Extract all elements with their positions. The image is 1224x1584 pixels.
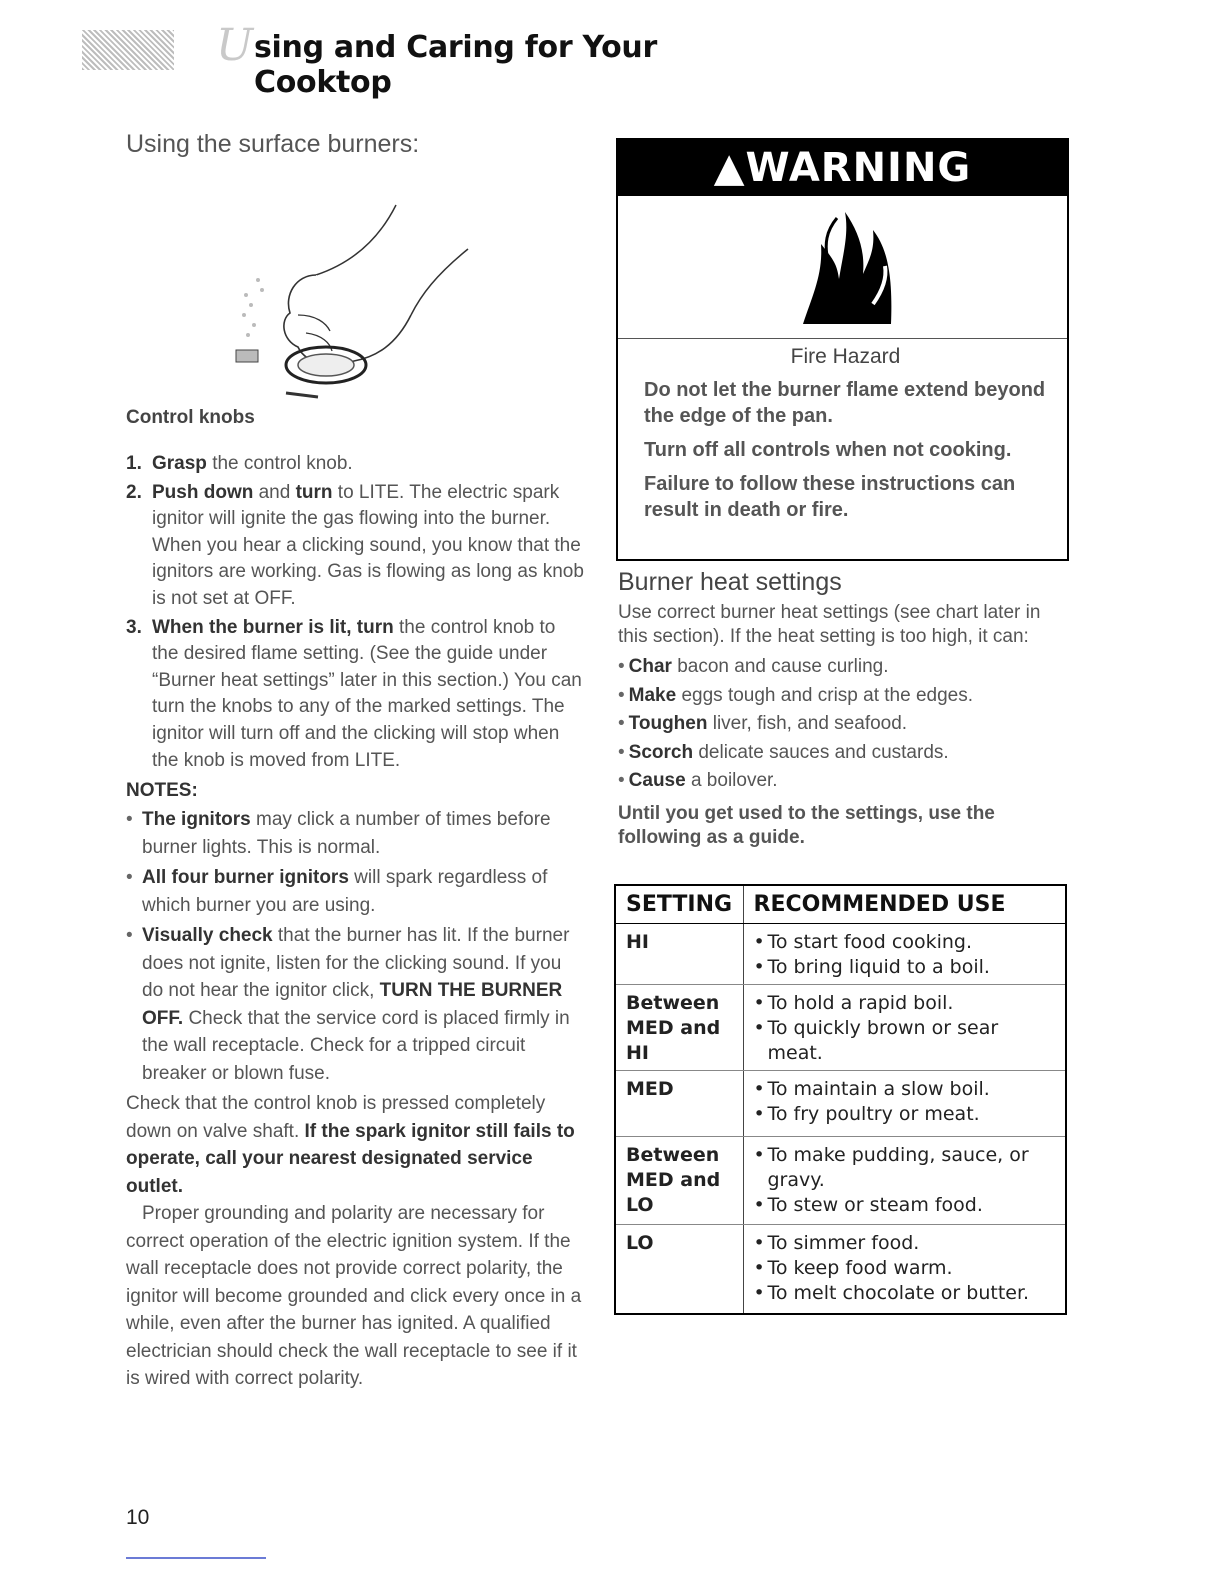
setting-cell <box>615 1070 743 1136</box>
bullet-icon: • <box>753 1231 765 1254</box>
setting-cell <box>615 1224 743 1314</box>
para-bold: If the spark ignitor still fails to operate, call your nearest designated service outlet. <box>126 1120 575 1197</box>
section-heading-surface-burners: Using the surface burners: <box>126 130 420 158</box>
effect-item <box>618 767 1070 796</box>
hand-knob-illustration <box>206 165 486 405</box>
table-row <box>615 1070 1066 1136</box>
spark-check-paragraph <box>126 1090 586 1200</box>
effect-text: delicate sauces and custards. <box>693 741 949 763</box>
column-header-setting: SETTING <box>615 885 743 923</box>
guide-text: Until you get used to the settings, use the following as a guide. <box>618 802 995 848</box>
step-text: to LITE. The electric spark ignitor will ignite the gas flowing into the burner. When you hear a clicking sound, you know that the ignitors are working. Gas is flowing as long as knob is not set at OFF. <box>152 481 584 609</box>
step-number: 3. <box>126 616 142 638</box>
warning-icon-area <box>618 196 1067 339</box>
recommended-use-cell <box>743 1136 1066 1224</box>
use-text: To start food cooking. <box>767 930 972 953</box>
note-text: that the burner has lit. If the burner does not ignite, listen for the clicking sound. If you do not hear the ignitor click, <box>142 925 570 1002</box>
effect-text: liver, fish, and seafood. <box>707 713 908 734</box>
effects-list <box>618 653 1070 796</box>
setting-label: MED and <box>626 1168 721 1191</box>
instruction-steps <box>126 451 586 774</box>
note-lead: The ignitors <box>142 809 251 831</box>
section-heading-heat-settings: Burner heat settings <box>618 568 842 596</box>
effect-text: a boilover. <box>685 770 778 791</box>
header-drop-cap: U <box>216 20 254 71</box>
use-text: To hold a rapid boil. <box>767 991 954 1014</box>
use-text: To melt chocolate or butter. <box>767 1281 1030 1304</box>
use-text: To simmer food. <box>767 1231 920 1254</box>
effect-lead: Scorch <box>628 741 694 763</box>
page-header <box>82 20 802 100</box>
effect-lead: Cause <box>628 770 686 791</box>
note-text-2: Check that the service cord is placed firmly in the wall receptacle. Check for a tripped circuit breaker or blown fuse. <box>142 1007 570 1084</box>
setting-label: LO <box>626 1193 654 1216</box>
bullet-icon: • <box>618 741 625 763</box>
setting-label: Between <box>626 1143 720 1166</box>
use-text: To keep food warm. <box>767 1256 953 1279</box>
use-item <box>754 1077 1056 1102</box>
use-text: To make pudding, sauce, or gravy. <box>767 1143 1029 1191</box>
note-item <box>126 922 586 1087</box>
setting-cell <box>615 923 743 984</box>
warning-line: Turn off all controls when not cooking. <box>644 439 1012 461</box>
recommended-use-cell <box>743 923 1066 984</box>
bullet-icon: • <box>753 1193 765 1216</box>
use-text: To bring liquid to a boil. <box>767 955 990 978</box>
table-body <box>615 923 1066 1314</box>
note-lead: Visually check <box>142 925 273 947</box>
setting-label: MED <box>626 1077 674 1100</box>
warning-line: Failure to follow these instructions can result in death or fire. <box>644 473 1016 521</box>
use-item <box>754 1193 1056 1218</box>
use-item <box>754 1016 1056 1066</box>
heat-settings-table <box>614 884 1067 1315</box>
heat-settings-intro: Use correct burner heat settings (see chart later in this section). If the heat setting is too high, it can: <box>618 602 1041 647</box>
bullet-icon: • <box>618 684 625 706</box>
bullet-icon: • <box>753 1281 765 1304</box>
setting-label: MED and <box>626 1016 721 1039</box>
warning-line: Do not let the burner flame extend beyond the edge of the pan. <box>644 379 1046 427</box>
note-item <box>126 864 586 919</box>
effect-item <box>618 682 1070 711</box>
warning-banner <box>618 140 1067 196</box>
table-row <box>615 984 1066 1070</box>
recommended-use-cell <box>743 984 1066 1070</box>
warning-body <box>618 339 1067 523</box>
effect-text: bacon and cause curling. <box>671 656 889 677</box>
step-text: the control knob. <box>206 453 353 474</box>
bullet-icon: • <box>618 770 625 791</box>
table-row <box>615 1224 1066 1314</box>
use-item <box>754 955 1056 980</box>
right-column <box>618 568 1070 850</box>
recommended-use-cell <box>743 1070 1066 1136</box>
note-lead-2: TURN THE BURNER OFF. <box>142 980 563 1029</box>
use-item <box>754 991 1056 1016</box>
bullet-icon: • <box>753 1077 765 1100</box>
note-text: will spark regardless of which burner you are using. <box>142 867 548 916</box>
note-lead: All four burner ignitors <box>142 867 349 889</box>
use-item <box>754 1281 1056 1306</box>
warning-box <box>616 138 1069 561</box>
bullet-icon: • <box>126 925 133 947</box>
warning-hazard-title: Fire Hazard <box>790 345 901 368</box>
setting-label: HI <box>626 1041 649 1064</box>
effect-lead: Toughen <box>628 713 708 734</box>
setting-cell <box>615 984 743 1070</box>
bullet-icon: • <box>753 930 765 953</box>
effect-text: eggs tough and crisp at the edges. <box>676 684 974 706</box>
bullet-icon: • <box>753 1256 765 1279</box>
setting-label: Between <box>626 991 720 1014</box>
use-item <box>754 1231 1056 1256</box>
setting-label: LO <box>626 1231 654 1254</box>
step-lead: Grasp <box>152 453 207 474</box>
polarity-paragraph: Proper grounding and polarity are necessary for correct operation of the electric ignition system. If the wall receptacle does not provide correct polarity, the ignitor will become grounded and click every once in a while, even after the burner has ignited. A qualified electrician should check the wall receptacle to see if it is wired with correct polarity. <box>126 1203 582 1390</box>
use-text: To fry poultry or meat. <box>767 1102 980 1125</box>
step-lead-2: turn <box>295 481 333 503</box>
para-text: Check that the control knob is pressed completely down on valve shaft. <box>126 1093 546 1142</box>
effect-item <box>618 653 1070 682</box>
use-item <box>754 1102 1056 1127</box>
bullet-icon: • <box>753 955 765 978</box>
bullet-icon: • <box>753 1016 765 1039</box>
bullet-icon: • <box>753 1143 765 1166</box>
table-row <box>615 923 1066 984</box>
page-number: 10 <box>126 1506 150 1529</box>
column-header-recommended-use: RECOMMENDED USE <box>743 885 1066 923</box>
bullet-icon: • <box>126 867 133 889</box>
footer-rule <box>126 1557 266 1559</box>
table-row <box>615 1136 1066 1224</box>
step-lead: When the burner is lit, turn <box>152 616 394 638</box>
effect-lead: Make <box>628 684 677 706</box>
control-knob-figure <box>126 165 486 405</box>
effect-item <box>618 739 1070 768</box>
step-number: 2. <box>126 481 142 503</box>
warning-label: WARNING <box>745 145 972 191</box>
bullet-icon: • <box>753 991 765 1014</box>
use-text: To quickly brown or sear meat. <box>767 1016 999 1064</box>
note-text: may click a number of times before burner lights. This is normal. <box>142 809 551 858</box>
notes-list <box>126 806 586 1087</box>
bullet-icon: • <box>126 809 133 831</box>
use-item <box>754 930 1056 955</box>
use-text: To stew or steam food. <box>767 1193 983 1216</box>
use-item <box>754 1143 1056 1193</box>
step-item <box>126 480 586 613</box>
note-item <box>126 806 586 861</box>
use-item <box>754 1256 1056 1281</box>
notes-heading: NOTES: <box>126 780 198 802</box>
left-column <box>126 130 586 1393</box>
setting-label: HI <box>626 930 649 953</box>
bullet-icon: • <box>753 1102 765 1125</box>
step-text: the control knob to the desired flame setting. (See the guide under “Burner heat settings” later in this section.) You can turn the knobs to any of the marked settings. The ignitor will turn off and the clicking will stop when the knob is moved from LITE. <box>152 616 582 771</box>
step-number: 1. <box>126 453 142 474</box>
bullet-icon: • <box>618 656 625 677</box>
effect-lead: Char <box>628 656 672 677</box>
page-title: sing and Caring for Your Cooktop <box>254 30 657 100</box>
recommended-use-cell <box>743 1224 1066 1314</box>
step-mid: and <box>253 481 296 503</box>
step-item <box>126 615 586 775</box>
effect-item <box>618 710 1070 739</box>
step-item <box>126 451 586 478</box>
bullet-icon: • <box>618 713 625 734</box>
warning-triangle-icon: ▲ <box>713 145 746 191</box>
header-tab-pattern <box>82 30 174 70</box>
figure-caption: Control knobs <box>126 407 255 428</box>
setting-cell <box>615 1136 743 1224</box>
table-header-row <box>615 885 1066 923</box>
step-lead: Push down <box>152 481 254 503</box>
use-text: To maintain a slow boil. <box>767 1077 990 1100</box>
flame-icon <box>793 204 903 330</box>
